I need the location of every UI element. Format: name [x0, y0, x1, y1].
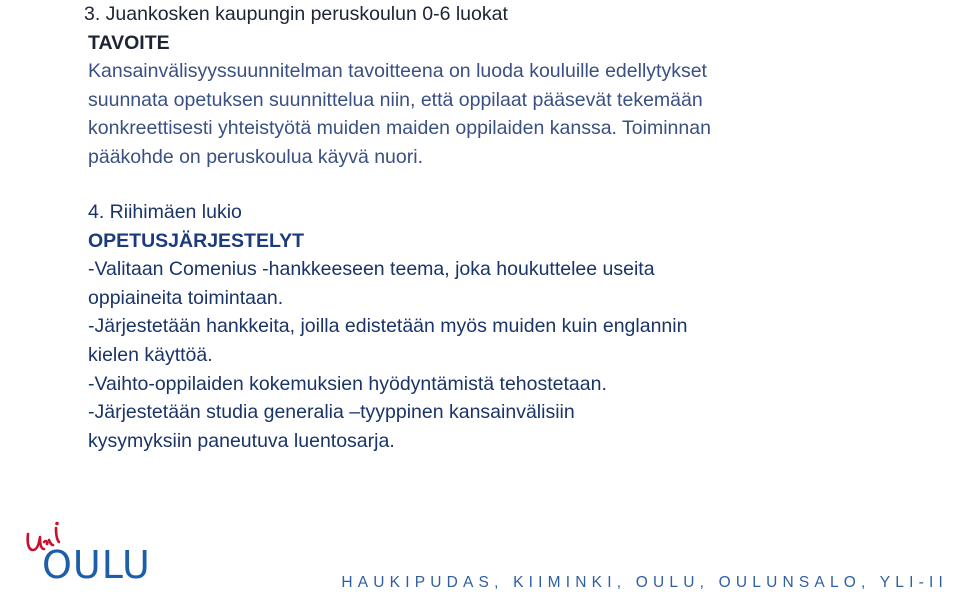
- section-riihimaki: [88, 198, 940, 455]
- body-line: oppiaineita toimintaan.: [88, 286, 284, 309]
- body-line: -Järjestetään hankkeita, joilla edistetään myös muiden kuin englannin: [88, 315, 688, 338]
- oulu-wordmark: OULU: [42, 543, 151, 587]
- body-line: -Valitaan Comenius -hankkeeseen teema, joka houkuttelee useita: [88, 258, 655, 281]
- body-line: Kansainvälisyyssuunnitelman tavoitteena on luoda kouluille edellytykset: [88, 60, 707, 83]
- body-line: -Järjestetään studia generalia –tyyppinen kansainvälisiin: [88, 401, 575, 424]
- section-heading: TAVOITE: [88, 31, 170, 54]
- body-line: kielen käyttöä.: [88, 343, 213, 366]
- section-title: 4. Riihimäen lukio: [88, 201, 242, 223]
- body-line: konkreettisesti yhteistyötä muiden maiden oppilaiden kanssa. Toiminnan: [88, 117, 711, 140]
- body-line: suunnata opetuksen suunnittelua niin, että oppilaat pääsevät tekemään: [88, 88, 703, 111]
- body-line: kysymyksiin paneutuva luentosarja.: [88, 429, 395, 452]
- section-heading: OPETUSJÄRJESTELYT: [88, 229, 305, 252]
- section-title: 3. Juankosken kaupungin peruskoulun 0-6 luokat: [84, 3, 508, 25]
- section-juankoski: [84, 0, 940, 172]
- body-line: -Vaihto-oppilaiden kokemuksien hyödyntämistä tehostetaan.: [88, 372, 607, 395]
- body-line: pääkohde on peruskoulua käyvä nuori.: [88, 145, 423, 168]
- footer-municipalities: HAUKIPUDAS, KIIMINKI, OULU, OULUNSALO, YLI-II: [341, 574, 948, 591]
- uusi-oulu-logo: [22, 520, 172, 592]
